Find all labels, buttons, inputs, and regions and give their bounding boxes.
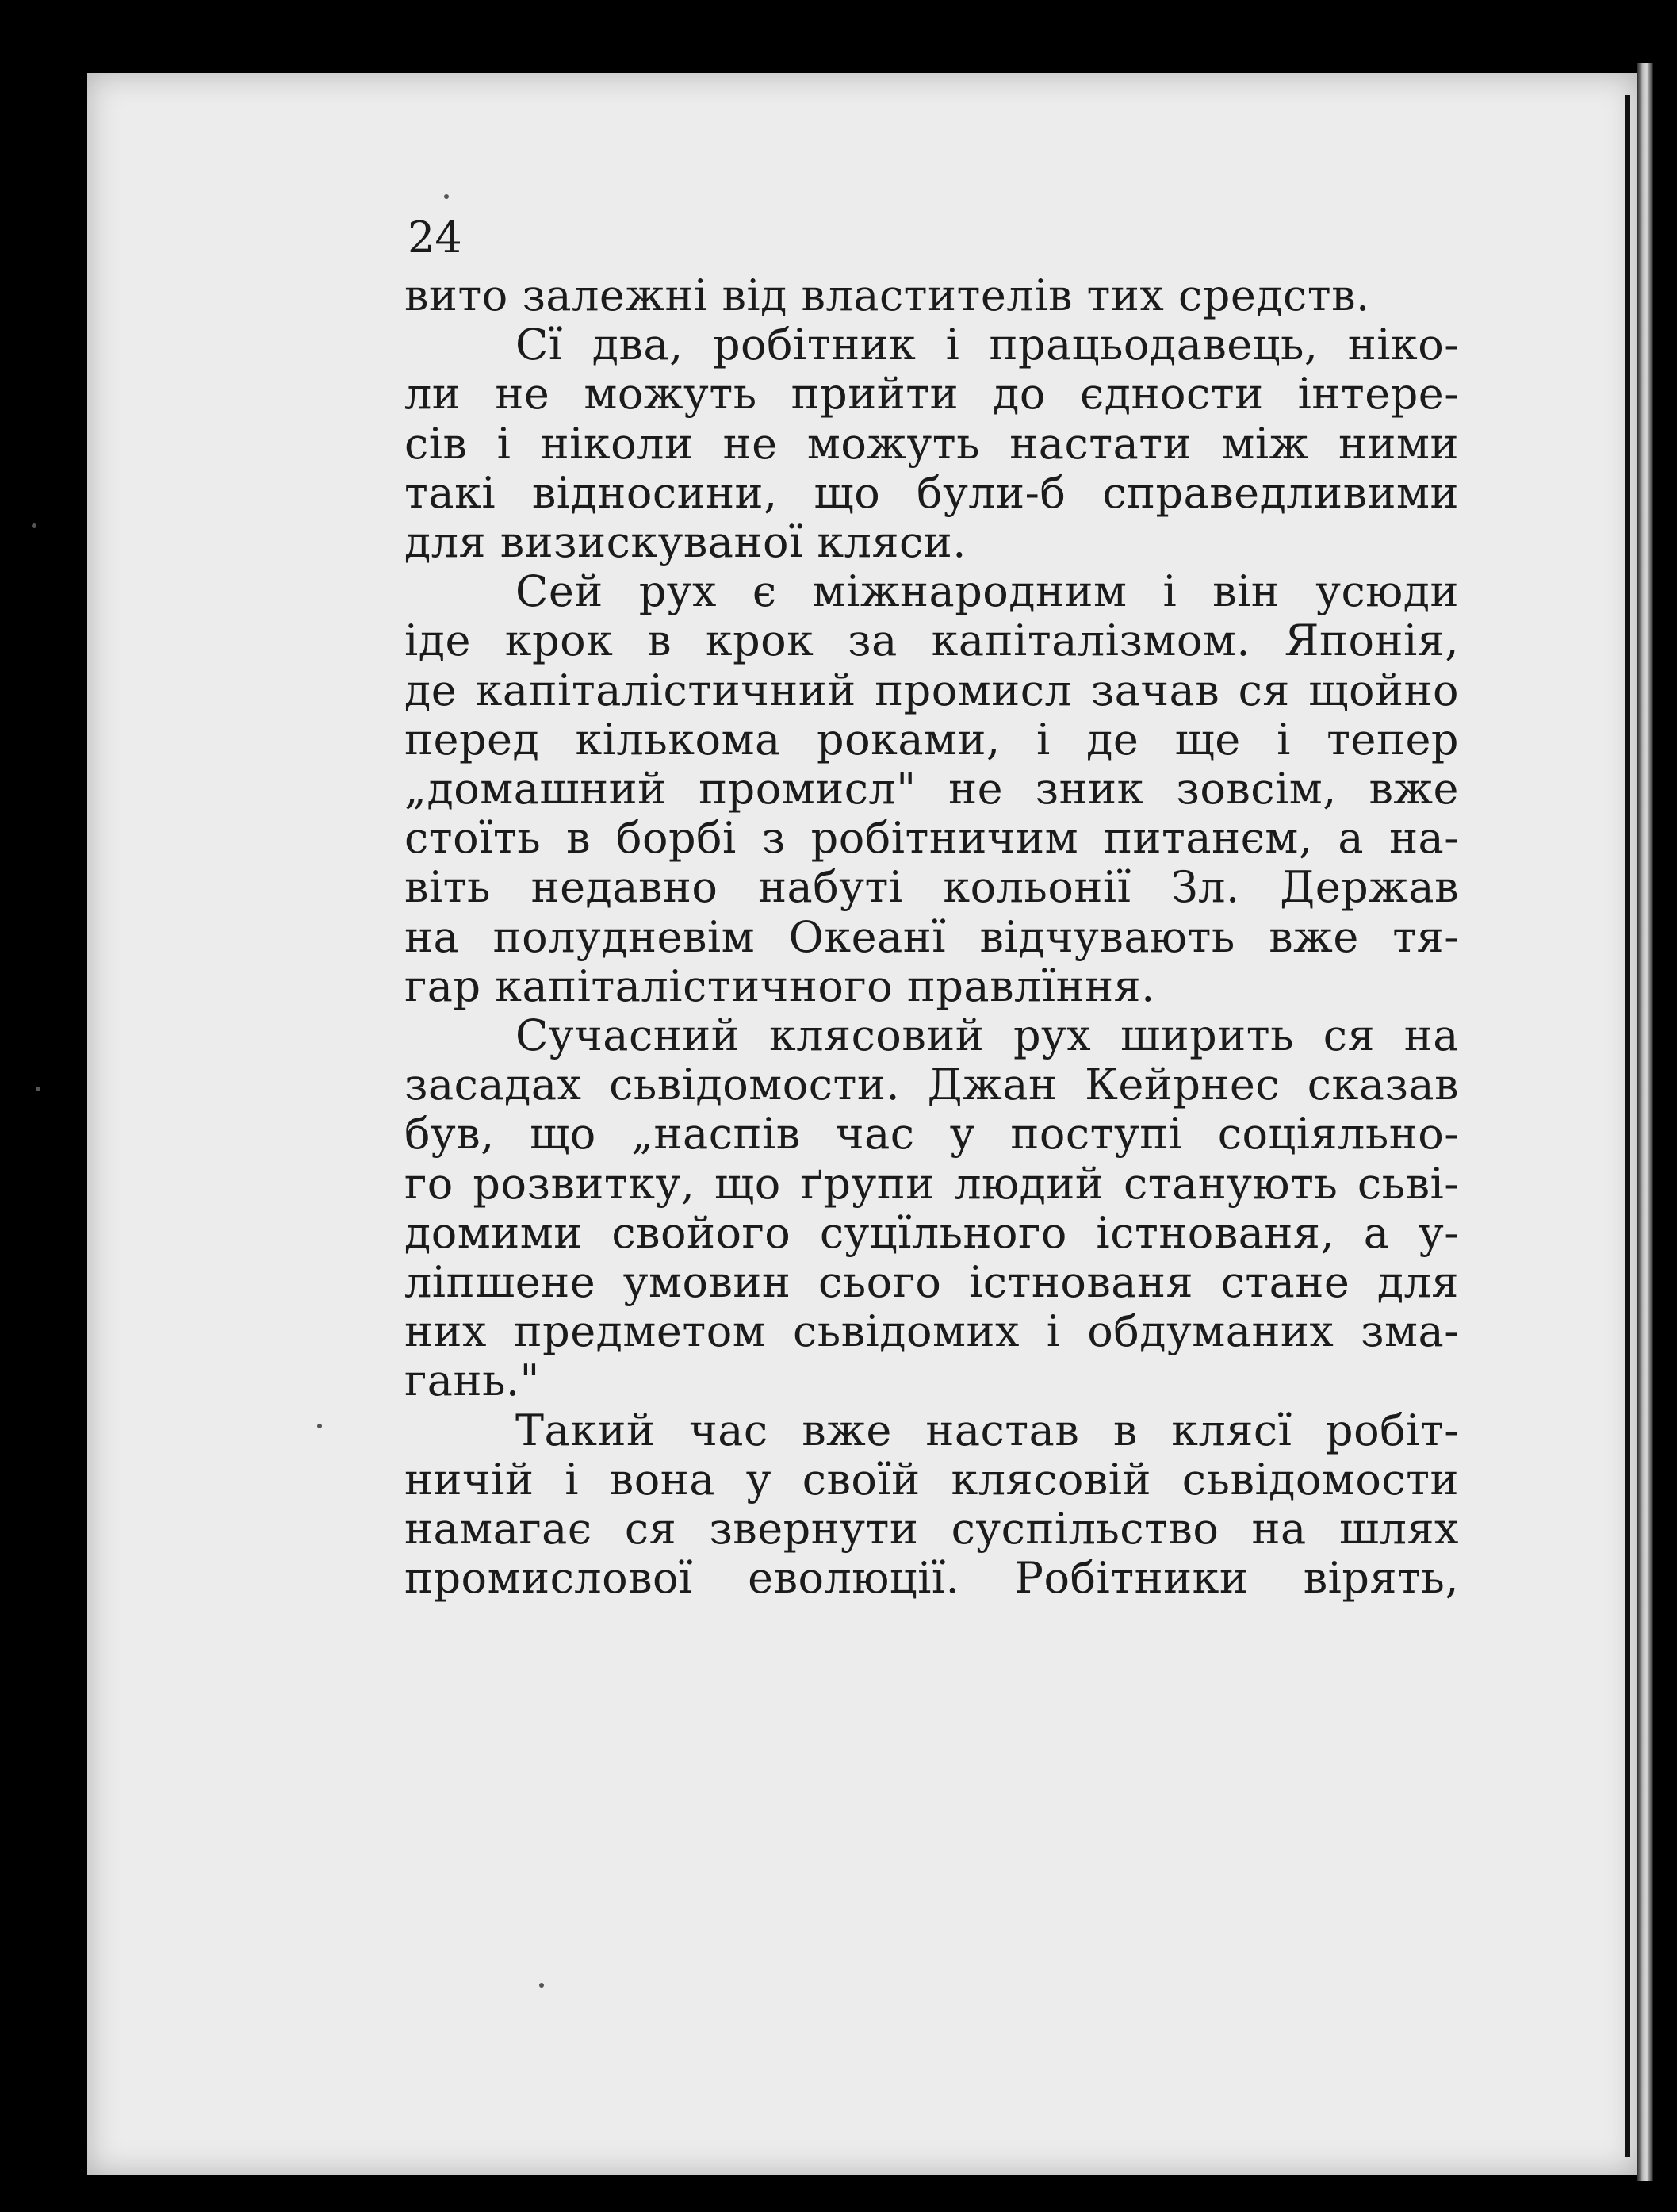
page-text (404, 214, 1459, 1603)
text-line: Такий час вже настав в клясї робіт- (515, 1405, 1459, 1455)
text-line: намагає ся звернути суспільство на шлях (404, 1504, 1459, 1555)
page-number: 24 (408, 213, 462, 263)
text-line: Сучасний клясовий рух ширить ся на (515, 1010, 1459, 1061)
page-edge (1637, 63, 1653, 2181)
scan-speck (539, 1983, 544, 1988)
scan-speck (36, 1087, 40, 1091)
text-line: такі відносини, що були-б справедливими (404, 467, 1459, 518)
text-line: гань." (404, 1355, 540, 1406)
text-line: віть недавно набуті кольонії Зл. Держав (404, 862, 1459, 913)
text-line: Сей рух є міжнародним і він усюди (515, 566, 1459, 617)
text-line: ли не можуть прийти до єдности інтере- (404, 369, 1459, 420)
text-lines (404, 271, 1459, 1603)
text-line: го розвитку, що ґрупи людий станують сьві- (404, 1158, 1459, 1209)
text-line: „домашний промисл" не зник зовсім, вже (404, 764, 1459, 815)
text-line: домими свойого суцїльного істнованя, а у- (404, 1207, 1459, 1258)
text-line: засадах сьвідомости. Джан Кейрнес сказав (404, 1060, 1459, 1110)
text-line: стоїть в борбі з робітничим питанєм, а на- (404, 813, 1459, 864)
text-line: промислової еволюції. Робітники вірять, (404, 1553, 1459, 1604)
scan-speck (444, 194, 449, 199)
text-line: ліпшене умовин сього істнованя стане для (404, 1257, 1459, 1308)
text-line: іде крок в крок за капіталізмом. Японія, (404, 615, 1459, 666)
text-line: вито залежні від властителів тих средств. (404, 270, 1370, 320)
text-line: сів і ніколи не можуть настати між ними (404, 418, 1459, 469)
scan-speck (317, 1424, 322, 1428)
text-line: ничій і вона у своїй клясовій сьвідомости (404, 1454, 1459, 1505)
page-border-line (1625, 95, 1630, 2157)
text-line: на полудневім Океанї відчувають вже тя- (404, 911, 1459, 962)
text-line: де капіталістичний промисл зачав ся щойно (404, 665, 1459, 715)
text-line: них предметом сьвідомих і обдуманих зма- (404, 1306, 1459, 1357)
text-line: перед кількома роками, і де ще і тепер (404, 714, 1459, 765)
scan-speck (32, 523, 36, 528)
text-line: для визискуваної кляси. (404, 517, 967, 568)
text-line: був, що „наспів час у поступі соціяльно- (404, 1109, 1459, 1160)
text-line: гар капіталістичного правлїння. (404, 960, 1155, 1011)
text-line: Сї два, робітник і працьодавець, ніко- (515, 320, 1459, 370)
